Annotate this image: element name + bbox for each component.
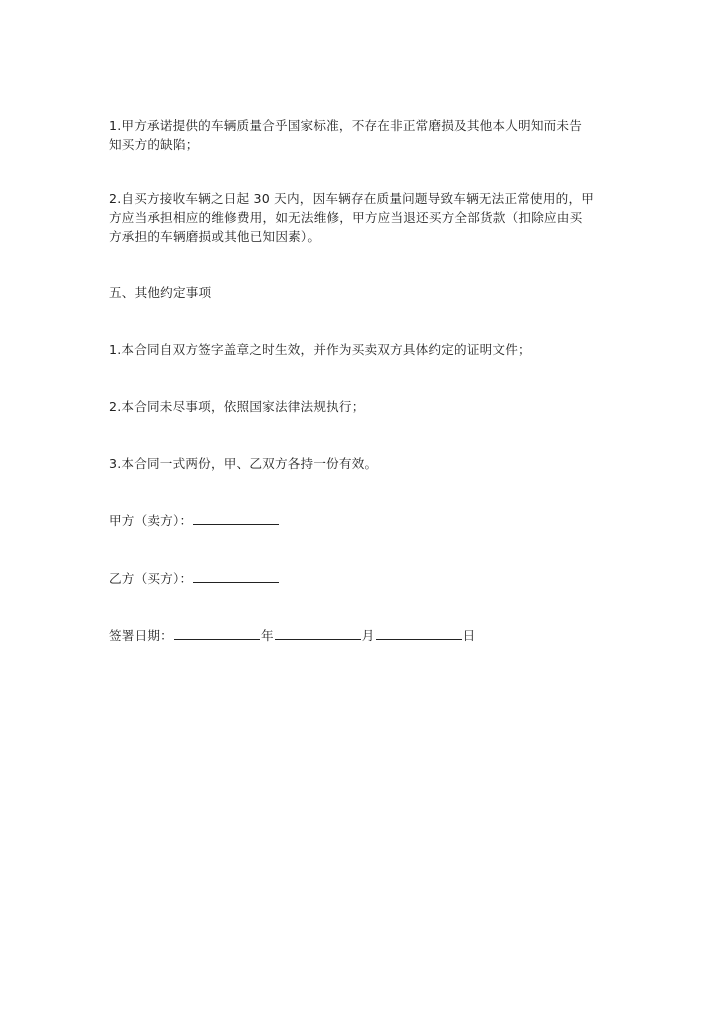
s5-item1: 1.本合同自双方签字盖章之时生效，并作为买卖双方具体约定的证明文件； [109,342,531,357]
s4-item1-line2: 知买方的缺陷； [109,137,199,152]
month-blank [275,626,361,640]
day-blank [376,626,462,640]
signing-date-line [109,626,475,645]
date-label: 签署日期： [109,628,173,643]
party-a-label: 甲方（卖方）： [109,513,193,528]
year-label: 年 [260,628,274,643]
s5-item2: 2.本合同未尽事项，依照国家法律法规执行； [109,399,365,414]
month-label: 月 [361,628,375,643]
s4-item2-line1: 2.自买方接收车辆之日起 30 天内，因车辆存在质量问题导致车辆无法正常使用的，甲 [109,191,595,206]
s4-item1-line1: 1.甲方承诺提供的车辆质量合乎国家标准，不存在非正常磨损及其他本人明知而未告 [109,118,582,133]
year-blank [174,626,260,640]
day-label: 日 [462,628,476,643]
party-b-signature-line [109,569,280,588]
party-a-signature-line [109,511,280,530]
party-b-label: 乙方（买方）： [109,571,193,586]
s5-item3: 3.本合同一式两份，甲、乙双方各持一份有效。 [109,456,378,471]
s4-item2-line2: 方应当承担相应的维修费用，如无法维修，甲方应当退还买方全部货款（扣除应由买 [109,210,583,225]
s4-item2-line3: 方承担的车辆磨损或其他已知因素）。 [109,229,321,244]
section5-heading: 五、其他约定事项 [109,285,212,300]
party-b-blank [193,569,279,583]
party-a-blank [193,511,279,525]
